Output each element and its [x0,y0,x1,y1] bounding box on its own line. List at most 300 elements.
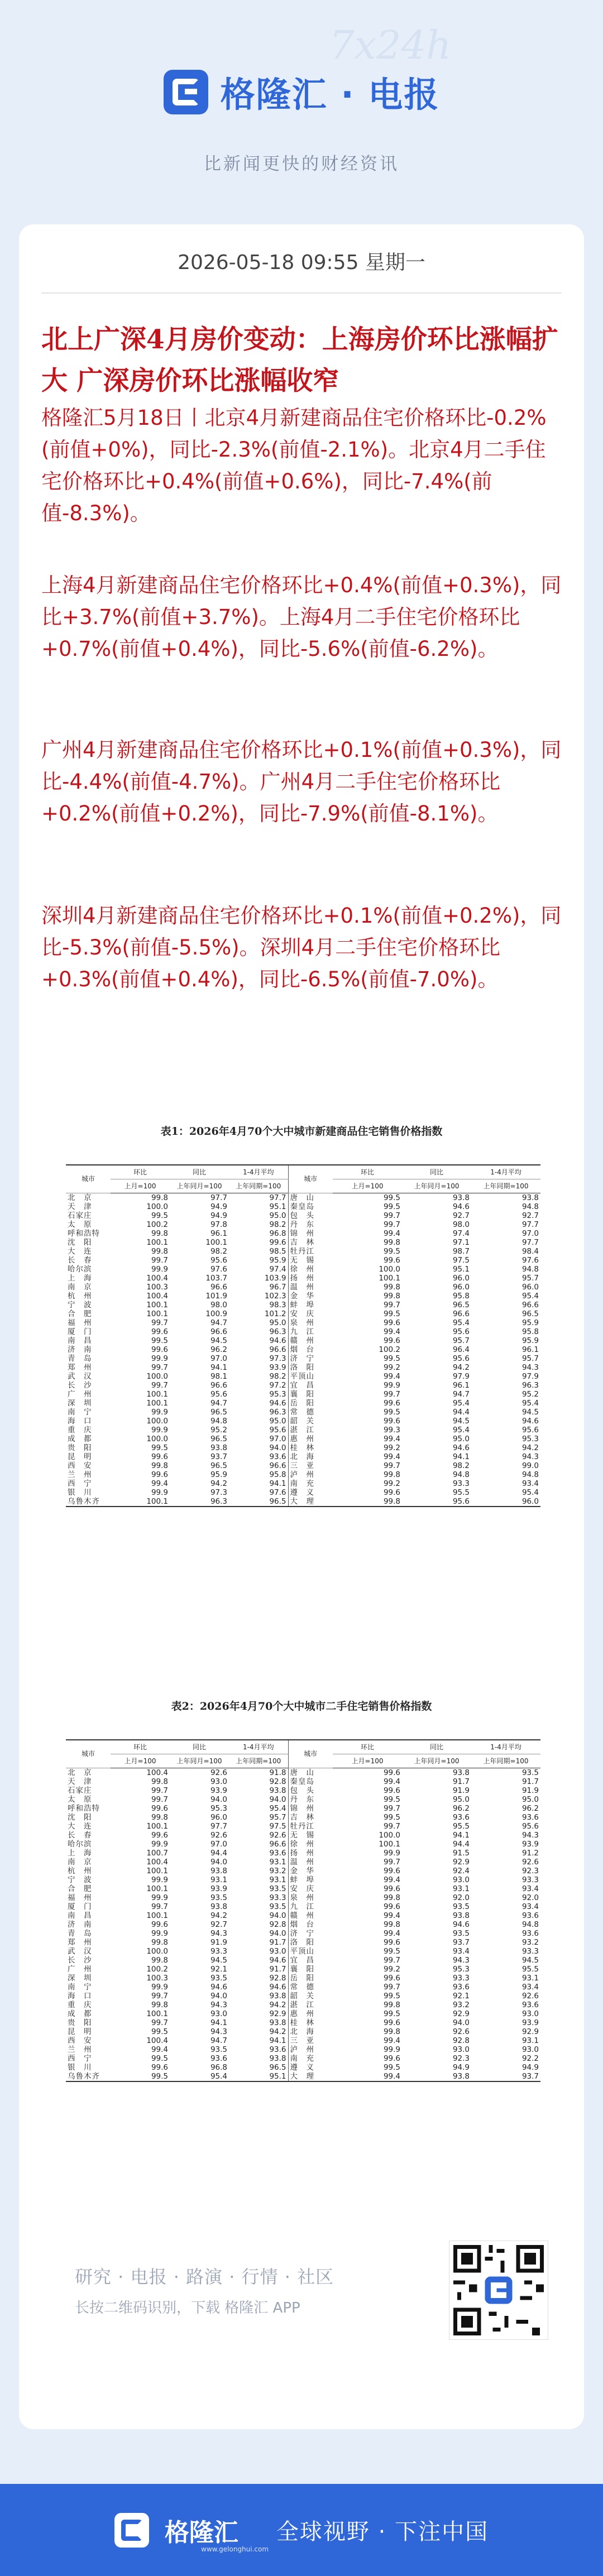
index-value-cell: 92.7 [452,1211,470,1220]
index-value-cell: 99.7 [383,1211,400,1220]
index-value-cell: 94.3 [452,1956,470,1965]
table-row [66,1238,540,1247]
city-name-cell: 郑 州 [68,1938,92,1947]
index-value-cell: 94.5 [210,1336,227,1345]
index-value-cell: 94.2 [269,2001,286,2009]
table-row [66,1461,540,1470]
index-value-cell: 92.9 [521,2027,539,2036]
index-value-cell: 93.8 [210,1902,227,1911]
index-value-cell: 99.6 [151,1327,168,1336]
city-name-cell: 襄 阳 [288,1390,333,1399]
index-value-cell: 99.7 [151,1381,168,1390]
index-value-cell: 100.1 [146,1390,168,1399]
city-name-cell: 吉 林 [288,1238,333,1247]
index-value-cell: 99.6 [151,1470,168,1479]
index-value-cell: 99.6 [151,1452,168,1461]
index-value-cell: 95.0 [269,1318,286,1327]
index-value-cell: 99.7 [151,1902,168,1911]
index-value-cell: 96.6 [269,1345,286,1354]
index-value-cell: 98.0 [210,1301,227,1309]
table-row [66,1202,540,1211]
city-name-cell: 广 州 [68,1390,92,1399]
index-value-cell: 93.5 [452,1929,470,1938]
index-value-cell: 97.9 [521,1372,539,1381]
table-row [66,1256,540,1265]
bottom-slogan: 全球视野 · 下注中国 [276,2519,489,2545]
index-value-cell: 94.6 [210,1983,227,1992]
table-row [66,1372,540,1381]
city-name-cell: 天 津 [68,1777,92,1786]
index-value-cell: 94.2 [269,2027,286,2036]
index-value-cell: 92.9 [452,2009,470,2018]
table-row [66,1974,540,1983]
table-row [66,1274,540,1283]
index-value-cell: 100.1 [146,1911,168,1920]
index-value-cell: 93.9 [269,1363,286,1372]
city-name-cell: 锦 州 [288,1804,333,1813]
index-value-cell: 94.8 [521,1920,539,1929]
index-value-cell: 91.2 [521,1849,539,1858]
city-name-cell: 遵 义 [288,1488,333,1497]
index-value-cell: 100.1 [146,1399,168,1408]
col-avg: 1-4月平均 [471,1740,540,1754]
index-value-cell: 94.1 [269,1479,286,1488]
index-value-cell: 94.0 [210,1992,227,2001]
city-name-cell: 丹 东 [288,1795,333,1804]
index-value-cell: 93.0 [210,2009,227,2018]
index-value-cell: 100.0 [146,1372,168,1381]
city-name-cell: 宁 波 [68,1301,92,1309]
index-value-cell: 95.9 [210,1470,227,1479]
col-mom: 环比 [111,1165,170,1179]
index-value-cell: 99.8 [383,2027,400,2036]
index-value-cell: 99.9 [383,2045,400,2054]
index-value-cell: 96.5 [210,1435,227,1443]
city-name-cell: 天 津 [68,1202,92,1211]
city-name-cell: 吉 林 [288,1813,333,1822]
index-value-cell: 95.2 [521,1390,539,1399]
index-value-cell: 93.2 [452,2001,470,2009]
index-value-cell: 99.6 [383,1884,400,1893]
index-value-cell: 99.6 [383,1417,400,1426]
index-value-cell: 95.4 [452,1399,470,1408]
brand-title: 格隆汇 · 电报 [220,74,440,115]
index-value-cell: 100.1 [146,2009,168,2018]
col-city: 城市 [66,1165,111,1193]
table-row [66,1992,540,2001]
col-city: 城市 [66,1740,111,1768]
index-value-cell: 99.9 [151,1426,168,1435]
col-yoy: 同比 [402,1165,471,1179]
col-city: 城市 [288,1165,333,1193]
index-value-cell: 96.0 [452,1283,470,1292]
index-value-cell: 93.3 [521,1875,539,1884]
index-value-cell: 94.1 [269,2036,286,2045]
index-value-cell: 98.5 [269,1247,286,1256]
table1-title: 表1：2026年4月70个大中城市新建商品住宅销售价格指数 [160,1125,443,1138]
city-name-cell: 海 口 [68,1992,92,2001]
table-row [66,1479,540,1488]
footer-links[interactable]: 研究 · 电报 · 路演 · 行情 · 社区 [75,2266,334,2287]
city-name-cell: 北 海 [288,1452,333,1461]
index-value-cell: 93.5 [269,1884,286,1893]
index-value-cell: 94.0 [269,1795,286,1804]
index-value-cell: 97.3 [210,1488,227,1497]
table-row [66,1983,540,1992]
city-name-cell: 长 沙 [68,1956,92,1965]
index-value-cell: 93.4 [452,1947,470,1956]
index-value-cell: 93.1 [269,1875,286,1884]
city-name-cell: 合 肥 [68,1884,92,1893]
table-row [66,2072,540,2081]
index-value-cell: 99.6 [383,1318,400,1327]
table-row [66,1390,540,1399]
index-value-cell: 99.7 [151,1795,168,1804]
index-value-cell: 99.6 [151,1804,168,1813]
city-name-cell: 长 沙 [68,1381,92,1390]
city-name-cell: 包 头 [288,1211,333,1220]
table-row [66,1399,540,1408]
city-name-cell: 无 锡 [288,1831,333,1840]
index-value-cell: 96.5 [210,1461,227,1470]
index-value-cell: 96.0 [471,1497,540,1507]
index-value-cell: 99.0 [521,1461,539,1470]
city-name-cell: 太 原 [68,1795,92,1804]
index-value-cell: 99.4 [383,2036,400,2045]
index-value-cell: 94.5 [521,1408,539,1417]
index-value-cell: 103.9 [264,1274,286,1283]
city-name-cell: 秦皇岛 [288,1777,333,1786]
table-row [66,1443,540,1452]
index-value-cell: 99.5 [383,1193,400,1202]
index-value-cell: 99.4 [383,1911,400,1920]
city-name-cell: 烟 台 [288,1345,333,1354]
index-value-cell: 95.0 [269,1417,286,1426]
article-paragraph-beijing: 格隆汇5月18日丨北京4月新建商品住宅价格环比-0.2%(前值+0%)，同比-2.3%(前值-2.1%)。北京4月二手住宅价格环比+0.4%(前值+0.6%)，同比-7.4%(前值-8.3%)。 [41,406,547,525]
index-value-cell: 97.7 [210,1193,227,1202]
index-value-cell: 92.3 [521,1867,539,1875]
index-value-cell: 92.6 [521,1858,539,1867]
city-name-cell: 九 江 [288,1327,333,1336]
index-value-cell: 99.5 [151,1336,168,1345]
index-value-cell: 93.0 [210,1777,227,1786]
index-value-cell: 100.1 [111,1497,170,1507]
city-name-cell: 海 口 [68,1417,92,1426]
col-mom: 环比 [111,1740,170,1754]
index-value-cell: 93.0 [521,2045,539,2054]
index-value-cell: 95.8 [269,1470,286,1479]
index-value-cell: 100.1 [146,1867,168,1875]
city-name-cell: 无 锡 [288,1256,333,1265]
index-value-cell: 98.0 [452,1220,470,1229]
gelonghui-logo-icon [114,2513,149,2548]
city-name-cell: 昆 明 [68,1452,92,1461]
index-value-cell: 96.7 [269,1283,286,1292]
index-value-cell: 93.5 [210,2045,227,2054]
city-name-cell: 九 江 [288,1902,333,1911]
bottom-brand-name: 格隆汇 [164,2518,238,2547]
index-value-cell: 99.5 [383,1354,400,1363]
index-value-cell: 91.7 [521,1777,539,1786]
table-row [66,1849,540,1858]
table-row [66,1822,540,1831]
city-name-cell: 赣 州 [288,1336,333,1345]
index-value-cell: 99.8 [151,1938,168,1947]
table-row [66,2063,540,2072]
city-name-cell: 泸 州 [288,1470,333,1479]
index-value-cell: 93.2 [269,1867,286,1875]
city-name-cell: 厦 门 [68,1902,92,1911]
col-yoy: 同比 [170,1165,229,1179]
index-value-cell: 97.1 [452,1238,470,1247]
article-headline: 北上广深4月房价变动：上海房价环比涨幅扩大 广深房价环比涨幅收窄 [41,324,558,396]
table-row [66,1301,540,1309]
index-value-cell: 97.2 [269,1381,286,1390]
index-value-cell: 93.5 [269,1902,286,1911]
index-value-cell: 96.0 [452,1274,470,1283]
index-value-cell: 94.3 [521,1363,539,1372]
index-value-cell: 99.7 [383,1390,400,1399]
city-name-cell: 西 宁 [68,1479,92,1488]
index-value-cell: 99.7 [151,1318,168,1327]
index-value-cell: 92.2 [521,2054,539,2063]
city-name-cell: 南 昌 [68,1336,92,1345]
city-name-cell: 济 宁 [288,1929,333,1938]
city-name-cell: 包 头 [288,1786,333,1795]
index-value-cell: 97.5 [269,1822,286,1831]
city-name-cell: 湛 江 [288,1426,333,1435]
index-value-cell: 94.8 [521,1202,539,1211]
index-value-cell: 97.0 [210,1354,227,1363]
index-value-cell: 93.6 [269,1452,286,1461]
index-value-cell: 93.0 [452,2045,470,2054]
index-value-cell: 99.9 [151,1354,168,1363]
city-name-cell: 常 德 [288,1983,333,1992]
index-value-cell: 94.4 [210,1849,227,1858]
index-value-cell: 93.1 [521,2036,539,2045]
index-value-cell: 93.9 [521,2018,539,2027]
index-value-cell: 99.2 [383,1479,400,1488]
index-value-cell: 94.6 [452,1202,470,1211]
col-avg: 1-4月平均 [471,1165,540,1179]
index-value-cell: 93.3 [210,1947,227,1956]
index-value-cell: 94.5 [210,1956,227,1965]
table-row [66,1336,540,1345]
city-name-cell: 福 州 [68,1893,92,1902]
index-value-cell: 99.9 [383,1849,400,1858]
qr-code-image[interactable] [449,2241,548,2340]
index-value-cell: 92.7 [210,1920,227,1929]
index-value-cell: 99.7 [383,1301,400,1309]
index-value-cell: 93.6 [452,1983,470,1992]
city-name-cell: 牡丹江 [288,1822,333,1831]
index-value-cell: 96.8 [269,1229,286,1238]
index-value-cell: 93.8 [269,1786,286,1795]
city-name-cell: 平顶山 [288,1947,333,1956]
index-value-cell: 100.1 [146,1301,168,1309]
index-value-cell: 99.8 [383,1238,400,1247]
table-row [66,1920,540,1929]
index-value-cell: 91.5 [452,1849,470,1858]
index-value-cell: 94.9 [452,2063,470,2072]
index-value-cell: 95.9 [521,1336,539,1345]
index-value-cell: 96.6 [210,1327,227,1336]
index-value-cell: 99.9 [151,1929,168,1938]
index-value-cell: 93.0 [452,1875,470,1884]
city-name-cell: 大 理 [288,1497,333,1507]
table-row [66,1488,540,1497]
index-value-cell: 99.5 [151,2054,168,2063]
index-value-cell: 99.8 [383,1292,400,1301]
col-yoy: 同比 [170,1740,229,1754]
city-name-cell: 秦皇岛 [288,1202,333,1211]
table-row [66,1435,540,1443]
index-value-cell: 97.0 [210,1840,227,1849]
index-value-cell: 96.2 [452,1804,470,1813]
city-name-cell: 重 庆 [68,2001,92,2009]
download-hint: 长按二维码识别，下载 格隆汇 APP [75,2300,300,2316]
city-name-cell: 呼和浩特 [68,1229,100,1238]
index-value-cell: 95.4 [170,2072,229,2081]
index-value-cell: 96.6 [521,1301,539,1309]
city-name-cell: 长 春 [68,1256,92,1265]
index-value-cell: 99.5 [383,1309,400,1318]
index-value-cell: 93.2 [521,1938,539,1947]
index-value-cell: 95.1 [269,1202,286,1211]
index-value-cell: 97.0 [521,1229,539,1238]
city-name-cell: 乌鲁木齐 [66,2072,111,2081]
index-value-cell: 99.6 [383,1256,400,1265]
index-value-cell: 95.7 [521,1274,539,1283]
index-value-cell: 94.3 [210,2027,227,2036]
index-value-cell: 99.8 [383,2001,400,2009]
index-value-cell: 96.4 [452,1345,470,1354]
index-value-cell: 100.0 [146,1435,168,1443]
city-name-cell: 桂 林 [288,2018,333,2027]
index-value-cell: 98.4 [521,1247,539,1256]
table-row [66,1309,540,1318]
city-name-cell: 北 京 [68,1193,92,1202]
index-value-cell: 92.9 [452,1858,470,1867]
col-mom-base: 上月=100 [333,1179,402,1193]
index-value-cell: 97.7 [521,1238,539,1247]
index-value-cell: 99.6 [383,1974,400,1983]
index-value-cell: 91.9 [210,1938,227,1947]
index-value-cell: 99.6 [151,1920,168,1929]
article-paragraph-shanghai: 上海4月新建商品住宅价格环比+0.4%(前值+0.3%)，同比+3.7%(前值+3.7%)。上海4月二手住宅价格环比+0.7%(前值+0.4%)，同比-5.6%(前值-6.2%)。 [41,573,562,661]
index-value-cell: 96.2 [210,1345,227,1354]
index-value-cell: 92.7 [521,1211,539,1220]
city-name-cell: 西 安 [68,2036,92,2045]
index-value-cell: 99.6 [383,1336,400,1345]
index-value-cell: 96.3 [170,1497,229,1507]
city-name-cell: 锦 州 [288,1229,333,1238]
city-name-cell: 沈 阳 [68,1238,92,1247]
index-value-cell: 94.2 [210,1479,227,1488]
city-name-cell: 扬 州 [288,1274,333,1283]
city-name-cell: 金 华 [288,1292,333,1301]
city-name-cell: 深 圳 [68,1974,92,1983]
index-value-cell: 93.4 [521,1479,539,1488]
city-name-cell: 济 南 [68,1920,92,1929]
index-value-cell: 98.3 [269,1301,286,1309]
index-value-cell: 99.8 [383,1893,400,1902]
city-name-cell: 武 汉 [68,1947,92,1956]
table-row [66,1840,540,1849]
index-value-cell: 96.2 [521,1804,539,1813]
city-name-cell: 遵 义 [288,2063,333,2072]
city-name-cell: 泉 州 [288,1893,333,1902]
index-value-cell: 100.0 [379,1831,400,1840]
index-value-cell: 101.2 [264,1309,286,1318]
table-row [66,1804,540,1813]
index-value-cell: 97.4 [269,1265,286,1274]
index-value-cell: 94.0 [210,1858,227,1867]
index-value-cell: 95.5 [452,1822,470,1831]
index-value-cell: 99.8 [151,2001,168,2009]
index-value-cell: 100.4 [146,1292,168,1301]
city-name-cell: 西 安 [68,1461,92,1470]
index-value-cell: 93.4 [521,1983,539,1992]
col-avg: 1-4月平均 [229,1165,288,1179]
index-value-cell: 93.1 [521,1974,539,1983]
index-value-cell: 92.4 [452,1867,470,1875]
city-name-cell: 徐 州 [288,1840,333,1849]
city-name-cell: 扬 州 [288,1849,333,1858]
index-value-cell: 94.1 [210,2018,227,2027]
index-value-cell: 99.8 [383,1470,400,1479]
table2-title: 表2：2026年4月70个大中城市二手住宅销售价格指数 [171,1700,432,1712]
index-value-cell: 92.6 [210,1768,227,1777]
city-name-cell: 赣 州 [288,1911,333,1920]
city-name-cell: 上 海 [68,1274,92,1283]
index-value-cell: 94.1 [210,1363,227,1372]
city-name-cell: 三 亚 [288,1461,333,1470]
index-value-cell: 99.8 [151,1956,168,1965]
index-value-cell: 97.9 [452,1372,470,1381]
index-value-cell: 95.7 [521,1354,539,1363]
city-name-cell: 南 宁 [68,1983,92,1992]
city-name-cell: 兰 州 [68,2045,92,2054]
index-value-cell: 100.4 [146,1858,168,1867]
index-value-cell: 99.5 [151,1443,168,1452]
table-row [66,1947,540,1956]
index-value-cell: 94.6 [269,1399,286,1408]
index-value-cell: 97.7 [210,1822,227,1831]
city-name-cell: 济 宁 [288,1354,333,1363]
index-value-cell: 99.5 [151,1211,168,1220]
index-value-cell: 95.4 [521,1399,539,1408]
index-value-cell: 93.5 [452,1902,470,1911]
index-value-cell: 94.8 [452,1470,470,1479]
city-name-cell: 徐 州 [288,1265,333,1274]
table-row [66,1875,540,1884]
index-value-cell: 99.6 [151,1831,168,1840]
index-value-cell: 99.8 [151,1247,168,1256]
index-value-cell: 97.6 [269,1488,286,1497]
index-value-cell: 94.0 [269,1911,286,1920]
table-row [66,1831,540,1840]
index-value-cell: 99.7 [151,1256,168,1265]
table-row [66,1867,540,1875]
index-value-cell: 96.5 [229,1497,288,1507]
index-value-cell: 95.0 [269,1211,286,1220]
col-yoy-base: 上年同月=100 [170,1754,229,1768]
index-value-cell: 99.8 [151,1229,168,1238]
index-value-cell: 96.1 [210,1229,227,1238]
index-value-cell: 99.7 [383,1822,400,1831]
index-value-cell: 94.6 [452,1920,470,1929]
